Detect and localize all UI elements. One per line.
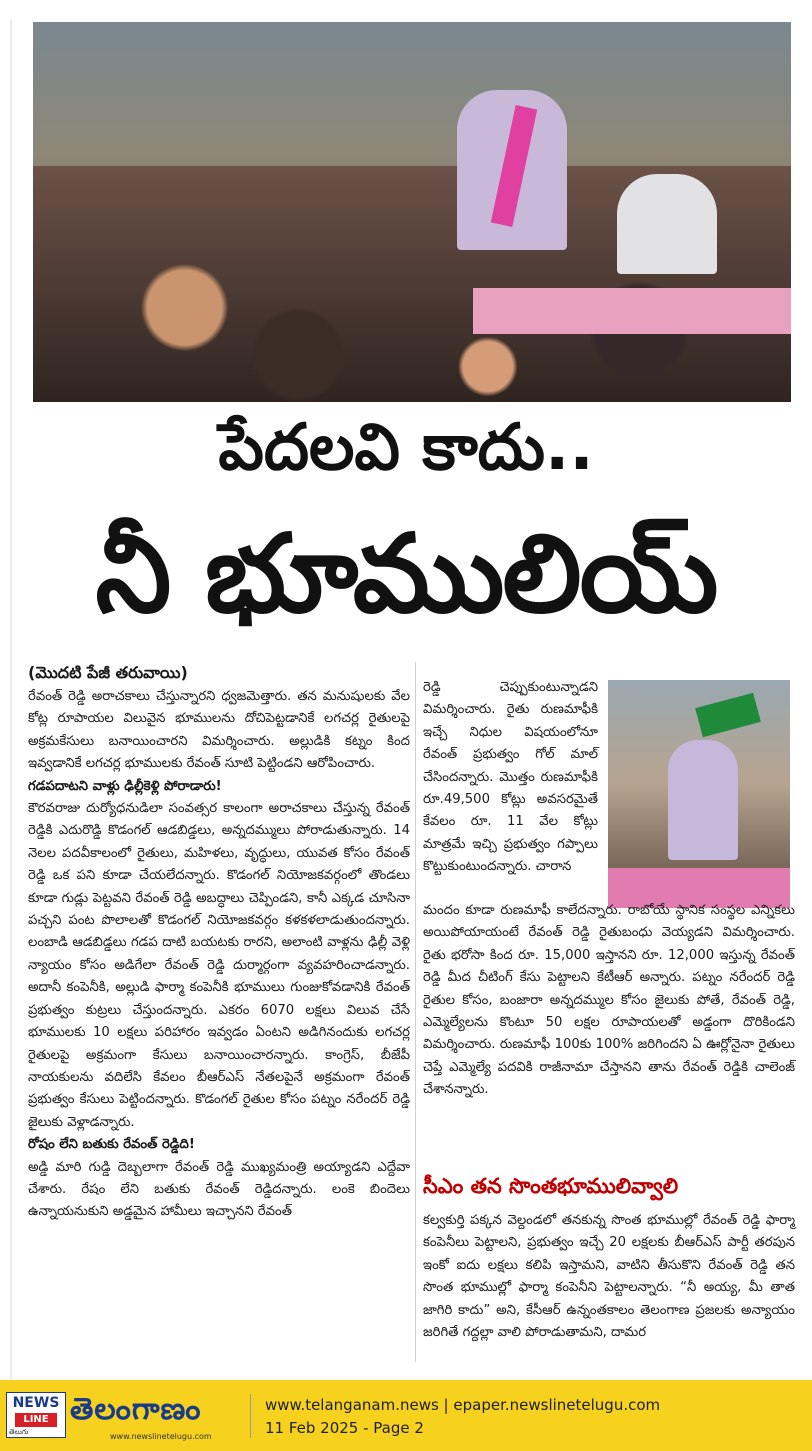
article-subheading: రోషం లేని బతుకు రేవంత్ రెడ్డిది!	[28, 1137, 195, 1153]
article-wide-column	[423, 900, 795, 1102]
headline-line2: నీ భూములియ్	[95, 512, 717, 637]
article-paragraph: కల్వకుర్తి పక్కన వెల్దండలో తనకున్న సొంత భూముల్లో రేవంత్ రెడ్డి ఫార్మా కంపెనీలు పెట్టాలని, ప్రభుత్వం ఇచ్చే 20 లక్షలకు బీఆర్ఎస్ పార్టీ తరపున ఇంకో ఐదు లక్షలు కలిపి ఇస్తామని, వాటిని తీసుకొని రేవంత్ రెడ్డి తన సొంత భూముల్లో ఫార్మా కంపెనీని పెట్టాలన్నారు. “నీ అయ్య, మీ తాత జాగిరి కాదు” అని, కేసీఆర్ ఉన్నంతకాలం తెలంగాణ ప్రజలకు అన్యాయం జరిగితే గద్దల్లా వాలి పోరాడుతామని, దామర	[423, 1213, 795, 1341]
footer-bar	[0, 1380, 812, 1451]
article-paragraph: కౌరవరాజు దుర్యోధనుడిలా సంవత్సర కాలంగా అరాచకాలు చేస్తున్న రేవంత్ రెడ్డికి ఎదురొడ్డి కొడంగల్ ఆడబిడ్డలు, అన్నదమ్ములు పోరాడుతున్నారు. 14 నెలల పదవీకాలంలో రైతులు, మహిళలు, వృద్ధులు, యువత కోసం రేవంత్ రెడ్డి ఒక పని కూడా చేయలేదన్నారు. కొడంగల్ నియోజకవర్గంలో తొండలు కూడా గుడ్లు పెట్టవని రేవంత్ రెడ్డి అబద్ధాలు చెప్పిండని, కానీ ఎక్కడ చూసినా పచ్చని పంట పొలాలతో కొడంగల్ నియోజకవర్గం కళకళలాడుతుందన్నారు. లంబాడి ఆడబిడ్డలు గడప దాటి బయటకు రారని, అలాంటి వాళ్లను ఢిల్లీ వెళ్లి న్యాయం కోసం అడిగేలా రేవంత్ రెడ్డి దుర్మార్గంగా వ్యవహరించాడన్నారు. అదానీ కంపెనీకి, అల్లుడి ఫార్మా కంపెనీకి భూములు గుంజుకోవడానికి రేవంత్ ప్రభుత్వం కుట్రలు చేస్తుందన్నారు. ఎకరం 6070 లక్షలు విలువ చేసే భూములకు 10 లక్షలు పరిహారం ఇవ్వడం ఏంటని అడిగినందుకు లగచర్ల రైతులపై అక్రమంగా కేసులు బనాయించారన్నారు. కాంగ్రెస్, బీజేపీ నాయకులను వదిలేసి కేవలం బీఆర్ఎస్ నేతలపైనే అక్రమంగా రేవంత్ ప్రభుత్వం కేసులు పెట్టిందన్నారు. కొడంగల్ రైతుల కోసం పట్నం నరేందర్ రెడ్డి జైలుకు వెళ్లాడన్నారు.	[28, 801, 410, 1130]
headline-line1: పేదలవి కాదు..	[218, 411, 594, 485]
article-kicker: (మొదటి పేజీ తరువాయి)	[28, 663, 188, 682]
side-photo-figure	[668, 740, 738, 860]
logo-line-text: LINE	[15, 1413, 57, 1427]
article-paragraph: అడ్డి మారి గుడ్డి దెబ్బలాగా రేవంత్ రెడ్డి ముఖ్యమంత్రి అయ్యాడని ఎద్దేవా చేశారు. రేషం లేని బతుకు రేవంత్ రెడ్డిదన్నారు. లంకె బిందెలు ఉన్నాయనుకుని అడ్డమైన హామీలు ఇచ్చానని రేవంత్	[28, 1159, 410, 1220]
brand-name: తెలంగాణం	[70, 1392, 202, 1427]
photo-flower-banner	[473, 288, 791, 334]
side-photo	[608, 680, 790, 908]
photo-second-figure	[617, 174, 717, 274]
side-photo-flag	[695, 693, 761, 738]
main-photo	[33, 22, 791, 402]
newsline-logo[interactable]	[6, 1392, 66, 1438]
logo-sub-text: తెలుగు	[9, 1428, 29, 1436]
article-mid-column	[423, 677, 598, 879]
article-paragraph: రేవంత్ రెడ్డి అరాచకాలు చేస్తున్నారని ధ్వజమెత్తారు. తన మనుషులకు వేల కోట్ల రూపాయల విలువైన భూములను దోచిపెట్టడానికే లగచర్ల రైతులపై అక్రమకేసులు బనాయించారని విమర్శించారు. అల్లుడికి కట్నం కింద ఇవ్వడానికే లగచర్ల భూములకు రేవంత్ సూటి పెట్టిండని ఆరోపించారు.	[28, 689, 410, 772]
column-divider	[415, 662, 416, 1362]
red-subheading: సీఎం తన సొంతభూములివ్వాలి	[423, 1174, 679, 1198]
footer-site-links[interactable]: www.telanganam.news | epaper.newslinetelugu.com	[265, 1396, 661, 1414]
brand-url: www.newslinetelugu.com	[110, 1432, 212, 1441]
article-right-bottom-column	[423, 1210, 795, 1344]
article-paragraph: రెడ్డి చెప్పుకుంటున్నాడని విమర్శించారు. రైతు రుణమాఫీకి ఇచ్చే నిధుల విషయంలోనూ రేవంత్ ప్రభుత్వం గోల్ మాల్ చేసిందన్నారు. మొత్తం రుణమాఫీకి రూ.49,500 కోట్లు అవసరమైతే కేవలం రూ. 11 వేల కోట్లు మాత్రమే ఇచ్చి ప్రభుత్వం గప్పాలు కొట్టుకుంటుందన్నారు. చారాన	[423, 680, 598, 875]
logo-news-text: NEWS	[12, 1395, 60, 1411]
article-paragraph: మందం కూడా రుణమాఫీ కాలేదన్నారు. రాబోయే స్థానిక సంస్థల ఎన్నికలు అయిపోయాయంటే రేవంత్ రెడ్డి రైతుబంధు వెయ్యడని విమర్శించారు. రైతు భరోసా కింద రూ. 15,000 ఇస్తానని రూ. 12,000 ఇస్తున్న రేవంత్ రెడ్డి మీద చీటింగ్ కేసు పెట్టాలని కేటీఆర్ అన్నారు. పట్నం నరేందర్ రెడ్డి రైతుల కోసం, బంజారా అన్నదమ్ముల కోసం జైలుకు పోతే, రేవంత్ రెడ్డి, ఎమ్మెల్యేలను కొంటూ 50 లక్షల రూపాయలతో అడ్డంగా దొరికిండని విమర్శించారు. రుణమాఫీ 100కు 100% జరిగిందని ఏ ఊర్లోనైనా రైతులు చెప్తే ఎమ్మెల్యే పదవికి రాజీనామా చేస్తానని తాను రేవంత్ రెడ్డికి చాలెంజ్ చేశానన్నారు.	[423, 903, 795, 1098]
footer-date: 11 Feb 2025 - Page 2	[265, 1419, 424, 1437]
article-left-column	[28, 660, 410, 1224]
article-subheading: గడపదాటని వాళ్లు ఢిల్లీకెళ్లి పోరాడారు!	[28, 778, 222, 794]
page-edge-line	[10, 20, 12, 1380]
footer-separator	[250, 1394, 251, 1438]
